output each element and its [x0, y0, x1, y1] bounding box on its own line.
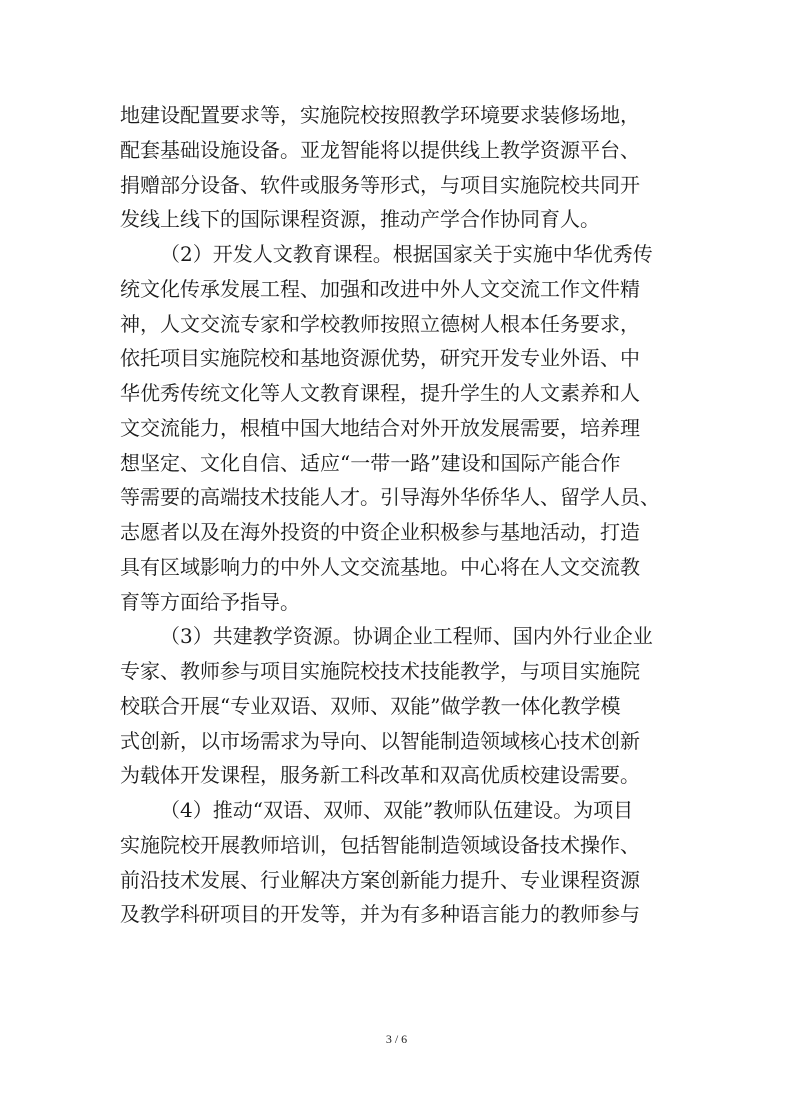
text-line: 依托项目实施院校和基地资源优势，研究开发专业外语、中	[120, 346, 640, 371]
text-line: 校联合开展“专业双语、双师、双能”做学教一体化教学模	[120, 693, 621, 718]
paragraph-3-start: （3）共建教学资源。协调企业工程师、国内外行业企业	[160, 624, 653, 649]
text-line: 地建设配置要求等，实施院校按照教学环境要求装修场地，	[120, 103, 640, 127]
text-line: 及教学科研项目的开发等，并为有多种语言能力的教师参与	[120, 902, 640, 927]
text-line: 实施院校开展教师培训，包括智能制造领域设备技术操作、	[120, 832, 640, 857]
paragraph-4-start: （4）推动“双语、双师、双能”教师队伍建设。为项目	[160, 798, 634, 822]
text-line: 育等方面给予指导。	[120, 589, 300, 614]
page-number: 3 / 6	[385, 1032, 408, 1046]
text-line: 志愿者以及在海外投资的中资企业积极参与基地活动，打造	[120, 520, 640, 544]
text-line: 前沿技术发展、行业解决方案创新能力提升、专业课程资源	[120, 867, 640, 892]
text-line: 神，人文交流专家和学校教师按照立德树人根本任务要求，	[120, 311, 640, 336]
text-line: 发线上线下的国际课程资源，推动产学合作协同育人。	[120, 207, 600, 232]
text-line: 式创新，以市场需求为导向、以智能制造领域核心技术创新	[120, 728, 640, 753]
text-line: 捐赠部分设备、软件或服务等形式，与项目实施院校共同开	[120, 172, 640, 197]
text-line: 专家、教师参与项目实施院校技术技能教学，与项目实施院	[120, 659, 640, 683]
text-line: 华优秀传统文化等人文教育课程，提升学生的人文素养和人	[120, 381, 640, 405]
text-line: 为载体开发课程，服务新工科改革和双高优质校建设需要。	[120, 763, 640, 788]
text-line: 配套基础设施设备。亚龙智能将以提供线上教学资源平台、	[120, 137, 640, 162]
body-text	[120, 98, 695, 932]
text-line: 等需要的高端技术技能人才。引导海外华侨华人、留学人员、	[120, 485, 660, 510]
text-line: 文交流能力，根植中国大地结合对外开放发展需要，培养理	[120, 415, 640, 440]
text-line: 统文化传承发展工程、加强和改进中外人文交流工作文件精	[120, 276, 640, 301]
text-line: 想坚定、文化自信、适应“一带一路”建设和国际产能合作	[120, 450, 621, 475]
text-line: 具有区域影响力的中外人文交流基地。中心将在人文交流教	[120, 554, 640, 579]
paragraph-2-start: （2）开发人文教育课程。根据国家关于实施中华优秀传	[160, 242, 653, 266]
